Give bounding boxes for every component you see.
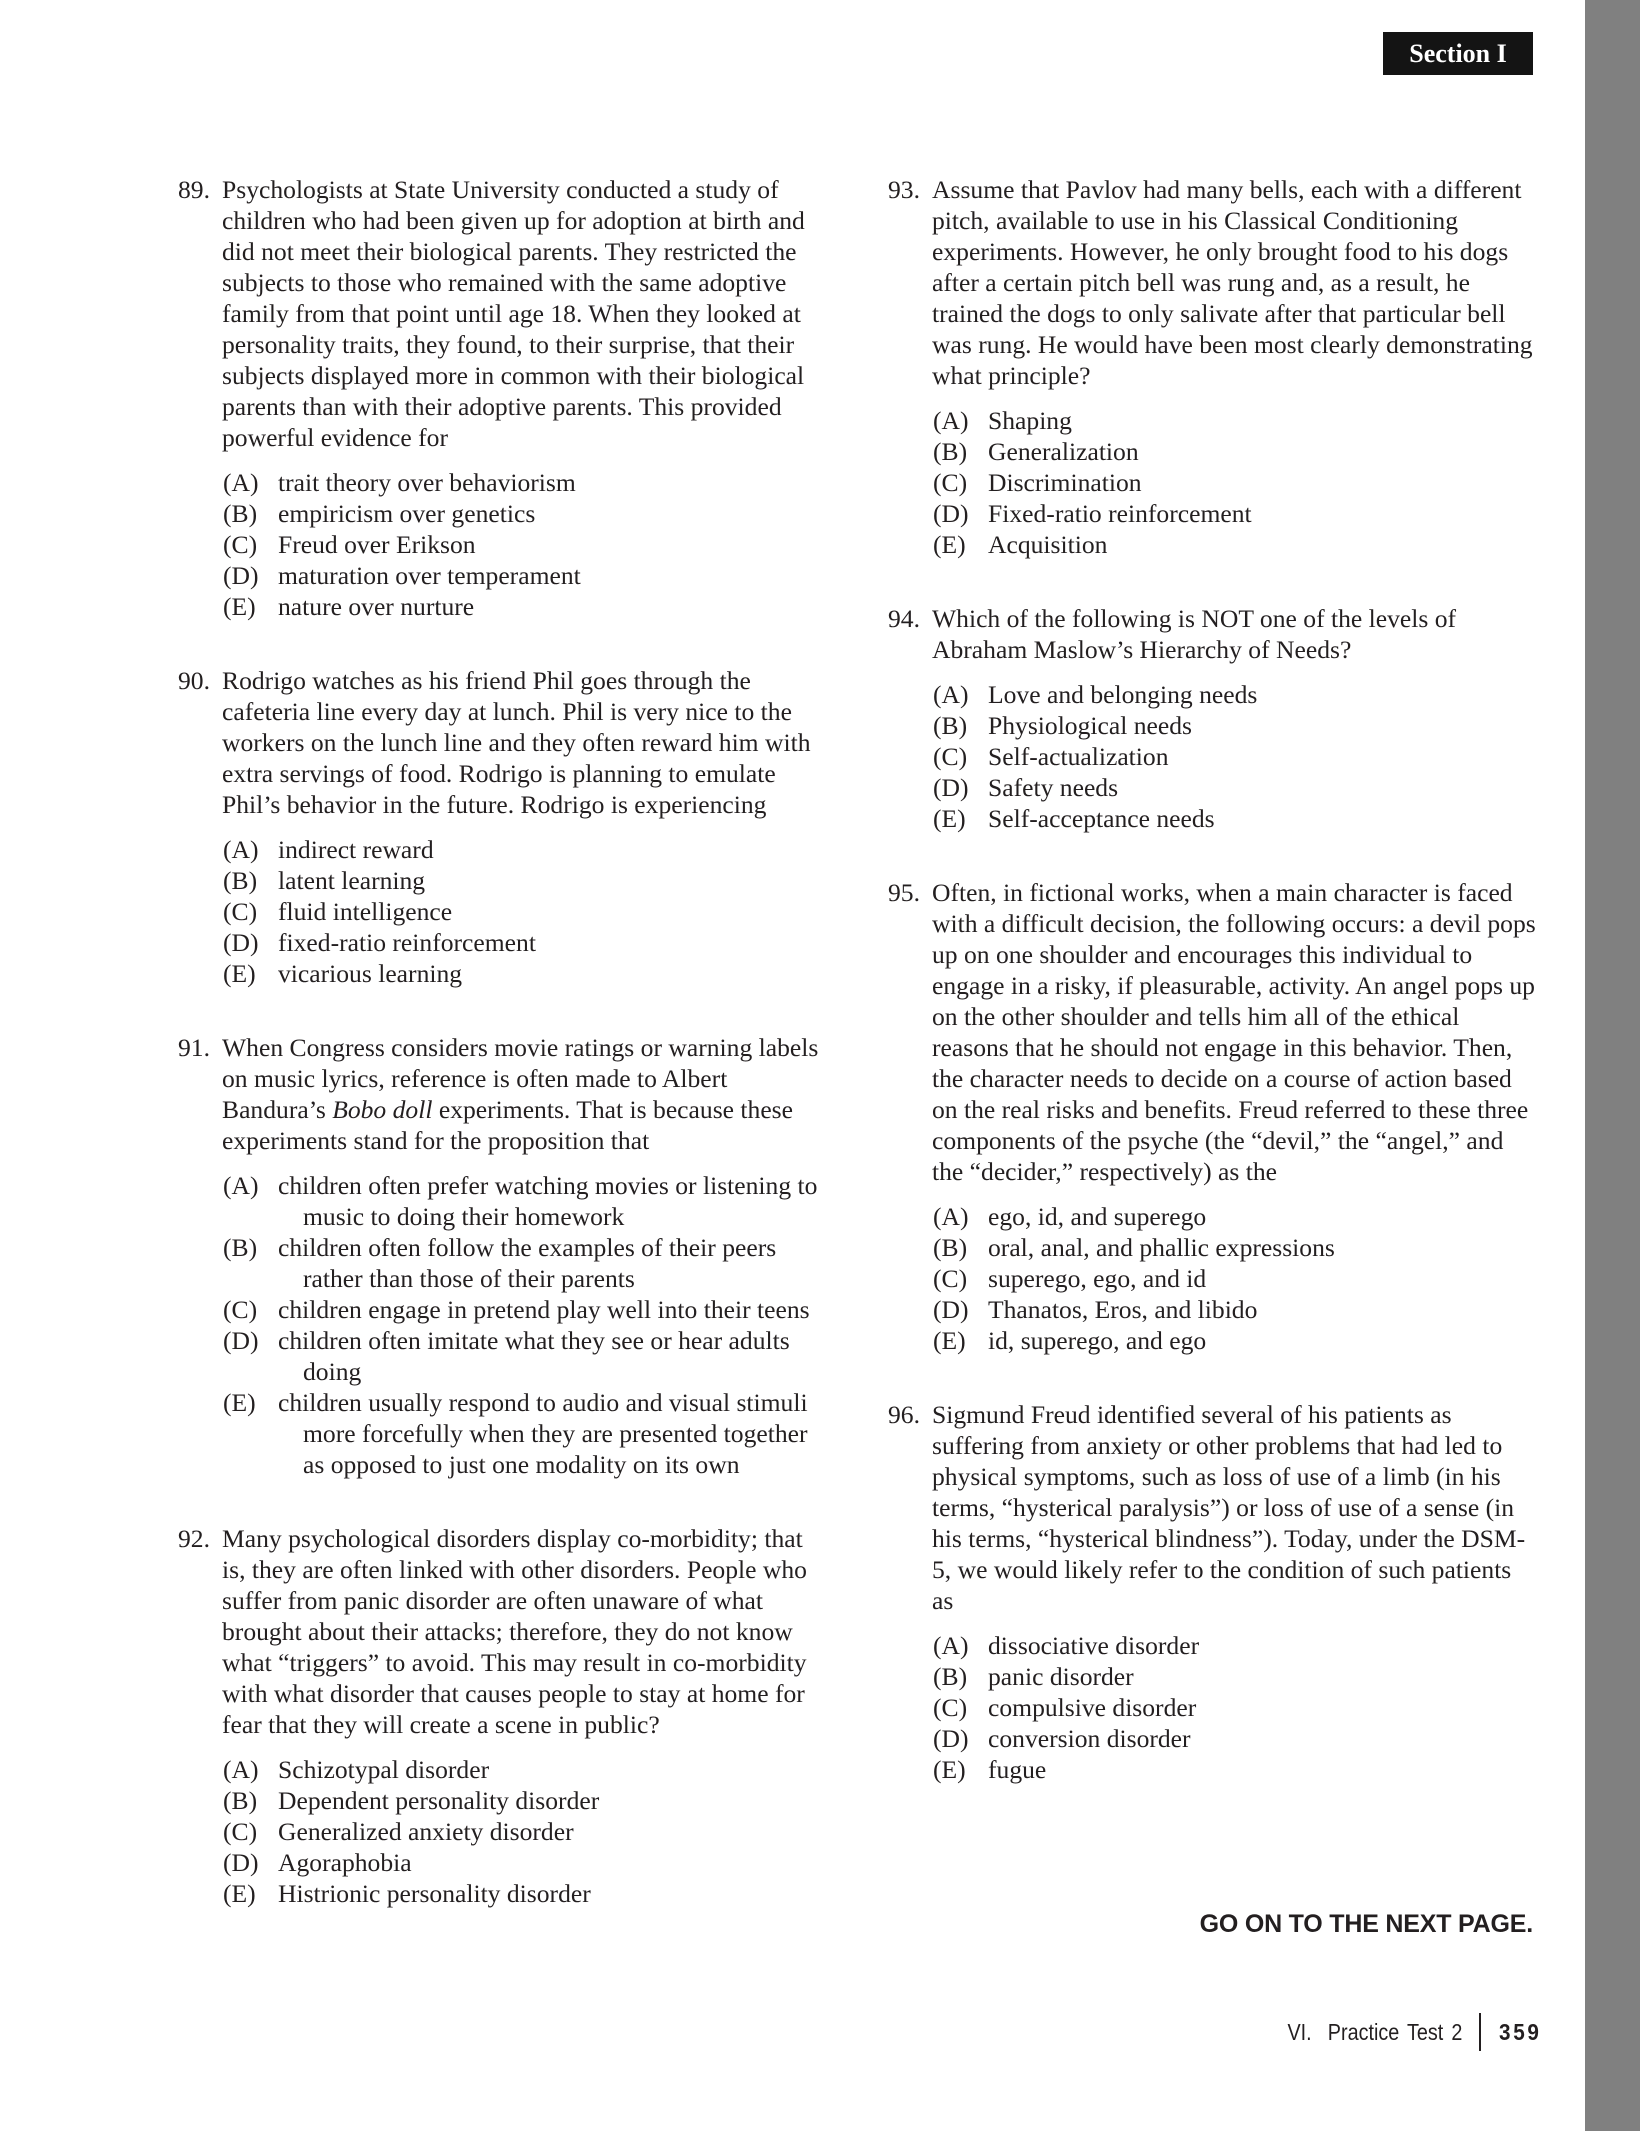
answer-choices xyxy=(888,679,1538,834)
answer-choice-d[interactable] xyxy=(223,560,828,591)
choice-text: Shaping xyxy=(988,406,1072,435)
choice-text: oral, anal, and phallic expressions xyxy=(988,1233,1335,1262)
choice-text: latent learning xyxy=(278,866,426,895)
choice-letter: (A) xyxy=(223,1755,259,1784)
choice-letter: (E) xyxy=(223,1879,256,1908)
choice-letter: (A) xyxy=(933,406,969,435)
right-column xyxy=(888,174,1538,1828)
choice-text: ego, id, and superego xyxy=(988,1202,1207,1231)
question-number: 92. xyxy=(178,1524,210,1553)
answer-choices xyxy=(178,467,828,622)
choice-letter: (A) xyxy=(933,1202,969,1231)
answer-choice-a[interactable] xyxy=(933,1201,1538,1232)
question-95 xyxy=(888,877,1538,1356)
answer-choices xyxy=(178,1170,828,1480)
answer-choice-e[interactable] xyxy=(223,1878,828,1909)
answer-choice-b[interactable] xyxy=(223,865,828,896)
choice-letter: (B) xyxy=(223,866,258,895)
question-text: Sigmund Freud identified several of his patients as suffering from anxiety or other problems that had led to physical symptoms, such as loss of use of a limb (in his terms, “hysterical paralysis”) or loss of use of a sense (in his terms, “hysterical blindness”). Today, under the DSM-5, we would likely refer to the condition of such patients as xyxy=(932,1400,1526,1615)
choice-letter: (C) xyxy=(223,530,258,559)
choice-text: panic disorder xyxy=(988,1662,1134,1691)
choice-letter: (B) xyxy=(933,711,968,740)
answer-choice-c[interactable] xyxy=(223,1816,828,1847)
question-94 xyxy=(888,603,1538,834)
question-text: Which of the following is NOT one of the levels of Abraham Maslow’s Hierarchy of Needs? xyxy=(932,604,1457,664)
choice-letter: (D) xyxy=(223,561,259,590)
answer-choice-a[interactable] xyxy=(933,405,1538,436)
choice-letter: (A) xyxy=(933,1631,969,1660)
answer-choice-e[interactable] xyxy=(933,1325,1538,1356)
question-number: 96. xyxy=(888,1400,920,1429)
question-text: Rodrigo watches as his friend Phil goes through the cafeteria line every day at lunch. Phil is very nice to the workers on the lunch line and they often reward him with extra servings of food. Rodrigo is planning to emulate Phil’s behavior in the future. Rodrigo is experiencing xyxy=(222,666,811,819)
choice-text: indirect reward xyxy=(278,835,434,864)
footer-divider xyxy=(1479,2013,1481,2051)
answer-choice-d[interactable] xyxy=(223,1847,828,1878)
choice-text: Self-acceptance needs xyxy=(988,804,1215,833)
choice-text: children usually respond to audio and visual stimuli more forcefully when they are presented together as opposed to just one modality on its own xyxy=(278,1388,808,1479)
page-footer xyxy=(1200,2012,1546,2052)
answer-choice-d[interactable] xyxy=(223,1325,828,1387)
choice-letter: (C) xyxy=(933,1264,968,1293)
choice-text: Self-actualization xyxy=(988,742,1169,771)
question-stem xyxy=(888,1399,1538,1616)
choice-letter: (D) xyxy=(223,1848,259,1877)
choice-text: dissociative disorder xyxy=(988,1631,1200,1660)
answer-choice-c[interactable] xyxy=(933,741,1538,772)
choice-text: Freud over Erikson xyxy=(278,530,476,559)
choice-text: children often prefer watching movies or listening to music to doing their homework xyxy=(278,1171,818,1231)
answer-choice-a[interactable] xyxy=(223,834,828,865)
answer-choice-d[interactable] xyxy=(933,1723,1538,1754)
choice-text: Generalization xyxy=(988,437,1139,466)
question-stem xyxy=(178,1032,828,1156)
question-stem xyxy=(888,174,1538,391)
choice-text: empiricism over genetics xyxy=(278,499,536,528)
answer-choice-d[interactable] xyxy=(223,927,828,958)
choice-letter: (E) xyxy=(933,530,966,559)
answer-choices xyxy=(888,405,1538,560)
choice-text: Fixed-ratio reinforcement xyxy=(988,499,1252,528)
choice-letter: (E) xyxy=(933,1326,966,1355)
choice-text: Agoraphobia xyxy=(278,1848,412,1877)
question-stem xyxy=(178,174,828,453)
answer-choices xyxy=(888,1630,1538,1785)
question-90 xyxy=(178,665,828,989)
choice-text: Discrimination xyxy=(988,468,1142,497)
answer-choice-b[interactable] xyxy=(933,1232,1538,1263)
answer-choice-e[interactable] xyxy=(933,529,1538,560)
answer-choice-b[interactable] xyxy=(223,1785,828,1816)
choice-text: Love and belonging needs xyxy=(988,680,1258,709)
choice-text: fixed-ratio reinforcement xyxy=(278,928,536,957)
choice-text: children often follow the examples of their peers rather than those of their parents xyxy=(278,1233,777,1293)
answer-choice-c[interactable] xyxy=(223,896,828,927)
answer-choice-e[interactable] xyxy=(223,591,828,622)
choice-text: Thanatos, Eros, and libido xyxy=(988,1295,1258,1324)
italic-term: Bobo doll xyxy=(332,1095,433,1124)
choice-letter: (B) xyxy=(223,1786,258,1815)
answer-choice-b[interactable] xyxy=(223,1232,828,1294)
choice-text: trait theory over behaviorism xyxy=(278,468,576,497)
answer-choice-a[interactable] xyxy=(223,467,828,498)
question-text: Often, in fictional works, when a main character is faced with a difficult decision, the following occurs: a devil pops up on one shoulder and encourages this individual to engage in a risky, if pleasurable, activity. An angel pops up on the other shoulder and tells him all of the ethical reasons that he should not engage in this behavior. Then, the character needs to decide on a course of action based on the real risks and benefits. Freud referred to these three components of the psyche (the “devil,” the “angel,” and the “decider,” respectively) as the xyxy=(932,878,1536,1186)
question-96 xyxy=(888,1399,1538,1785)
answer-choice-a[interactable] xyxy=(933,1630,1538,1661)
choice-letter: (B) xyxy=(933,437,968,466)
question-stem xyxy=(888,603,1538,665)
page-edge-tab xyxy=(1585,0,1640,2131)
answer-choice-c[interactable] xyxy=(933,1263,1538,1294)
question-number: 93. xyxy=(888,175,920,204)
answer-choice-e[interactable] xyxy=(223,1387,828,1480)
choice-letter: (E) xyxy=(933,1755,966,1784)
answer-choice-b[interactable] xyxy=(223,498,828,529)
choice-letter: (D) xyxy=(933,773,969,802)
answer-choice-b[interactable] xyxy=(933,1661,1538,1692)
question-text: Assume that Pavlov had many bells, each with a different pitch, available to use in his Classical Conditioning experiments. However, he only brought food to his dogs after a certain pitch bell was rung and, as a result, he trained the dogs to only salivate after that particular bell was rung. He would have been most clearly demonstrating what principle? xyxy=(932,175,1533,390)
question-stem xyxy=(178,665,828,820)
answer-choice-e[interactable] xyxy=(933,803,1538,834)
question-number: 90. xyxy=(178,666,210,695)
choice-letter: (B) xyxy=(933,1662,968,1691)
choice-letter: (A) xyxy=(223,1171,259,1200)
answer-choice-c[interactable] xyxy=(223,1294,828,1325)
question-text-part: experiments. That is because these experiments stand for the proposition that xyxy=(222,1095,793,1155)
question-93 xyxy=(888,174,1538,560)
left-column xyxy=(178,174,828,1952)
choice-letter: (C) xyxy=(933,742,968,771)
question-number: 95. xyxy=(888,878,920,907)
answer-choice-c[interactable] xyxy=(223,529,828,560)
choice-text: Generalized anxiety disorder xyxy=(278,1817,574,1846)
choice-text: Acquisition xyxy=(988,530,1108,559)
question-stem xyxy=(178,1523,828,1740)
answer-choices xyxy=(178,834,828,989)
choice-letter: (C) xyxy=(223,897,258,926)
choice-letter: (A) xyxy=(223,835,259,864)
answer-choices xyxy=(888,1201,1538,1356)
choice-letter: (D) xyxy=(223,1326,259,1355)
choice-letter: (E) xyxy=(223,959,256,988)
answer-choice-c[interactable] xyxy=(933,1692,1538,1723)
answer-choice-a[interactable] xyxy=(933,679,1538,710)
choice-text: id, superego, and ego xyxy=(988,1326,1207,1355)
choice-text: maturation over temperament xyxy=(278,561,581,590)
choice-letter: (A) xyxy=(223,468,259,497)
page-number: 359 xyxy=(1498,2018,1542,2045)
choice-text: children often imitate what they see or hear adults doing xyxy=(278,1326,790,1386)
answer-choice-b[interactable] xyxy=(933,436,1538,467)
question-text xyxy=(222,1032,828,1156)
question-stem xyxy=(888,877,1538,1187)
question-number: 91. xyxy=(178,1033,210,1062)
choice-text: Physiological needs xyxy=(988,711,1193,740)
answer-choice-d[interactable] xyxy=(933,772,1538,803)
choice-letter: (E) xyxy=(933,804,966,833)
choice-letter: (E) xyxy=(223,592,256,621)
question-89 xyxy=(178,174,828,622)
choice-text: superego, ego, and id xyxy=(988,1264,1207,1293)
choice-text: vicarious learning xyxy=(278,959,463,988)
go-on-notice: GO ON TO THE NEXT PAGE. xyxy=(1199,1910,1533,1938)
chapter-label: VI. Practice Test 2 xyxy=(1287,2018,1463,2045)
choice-letter: (D) xyxy=(223,928,259,957)
choice-text: fluid intelligence xyxy=(278,897,453,926)
answer-choice-e[interactable] xyxy=(933,1754,1538,1785)
question-text-part: When Congress considers movie ratings or warning labels on music lyrics, reference is often made to Albert Bandura’s xyxy=(222,1033,819,1124)
choice-text: nature over nurture xyxy=(278,592,475,621)
choice-text: Schizotypal disorder xyxy=(278,1755,490,1784)
choice-letter: (C) xyxy=(223,1817,258,1846)
choice-text: conversion disorder xyxy=(988,1724,1191,1753)
choice-text: children engage in pretend play well into their teens xyxy=(278,1295,810,1324)
answer-choice-d[interactable] xyxy=(933,1294,1538,1325)
choice-text: compulsive disorder xyxy=(988,1693,1197,1722)
answer-choices xyxy=(178,1754,828,1909)
choice-letter: (B) xyxy=(223,1233,258,1262)
answer-choice-c[interactable] xyxy=(933,467,1538,498)
choice-text: Safety needs xyxy=(988,773,1119,802)
question-text: Psychologists at State University conducted a study of children who had been given up for adoption at birth and did not meet their biological parents. They restricted the subjects to those who remained with the same adoptive family from that point until age 18. When they looked at personality traits, they found, to their surprise, that their subjects displayed more in common with their biological parents than with their adoptive parents. This provided powerful evidence for xyxy=(222,175,805,452)
answer-choice-a[interactable] xyxy=(223,1754,828,1785)
choice-letter: (E) xyxy=(223,1388,256,1417)
section-badge: Section I xyxy=(1383,32,1533,75)
choice-letter: (B) xyxy=(933,1233,968,1262)
choice-letter: (D) xyxy=(933,1724,969,1753)
choice-letter: (C) xyxy=(933,468,968,497)
question-text: Many psychological disorders display co-morbidity; that is, they are often linked with other disorders. People who suffer from panic disorder are often unaware of what brought about their attacks; therefore, they do not know what “triggers” to avoid. This may result in co-morbidity with what disorder that causes people to stay at home for fear that they will create a scene in public? xyxy=(222,1524,807,1739)
choice-text: Dependent personality disorder xyxy=(278,1786,600,1815)
choice-letter: (C) xyxy=(933,1693,968,1722)
choice-text: fugue xyxy=(988,1755,1047,1784)
question-92 xyxy=(178,1523,828,1909)
choice-letter: (D) xyxy=(933,499,969,528)
choice-letter: (A) xyxy=(933,680,969,709)
choice-letter: (B) xyxy=(223,499,258,528)
question-number: 94. xyxy=(888,604,920,633)
choice-letter: (C) xyxy=(223,1295,258,1324)
choice-letter: (D) xyxy=(933,1295,969,1324)
answer-choice-a[interactable] xyxy=(223,1170,828,1232)
question-91 xyxy=(178,1032,828,1480)
answer-choice-e[interactable] xyxy=(223,958,828,989)
choice-text: Histrionic personality disorder xyxy=(278,1879,591,1908)
answer-choice-b[interactable] xyxy=(933,710,1538,741)
answer-choice-d[interactable] xyxy=(933,498,1538,529)
question-number: 89. xyxy=(178,175,210,204)
